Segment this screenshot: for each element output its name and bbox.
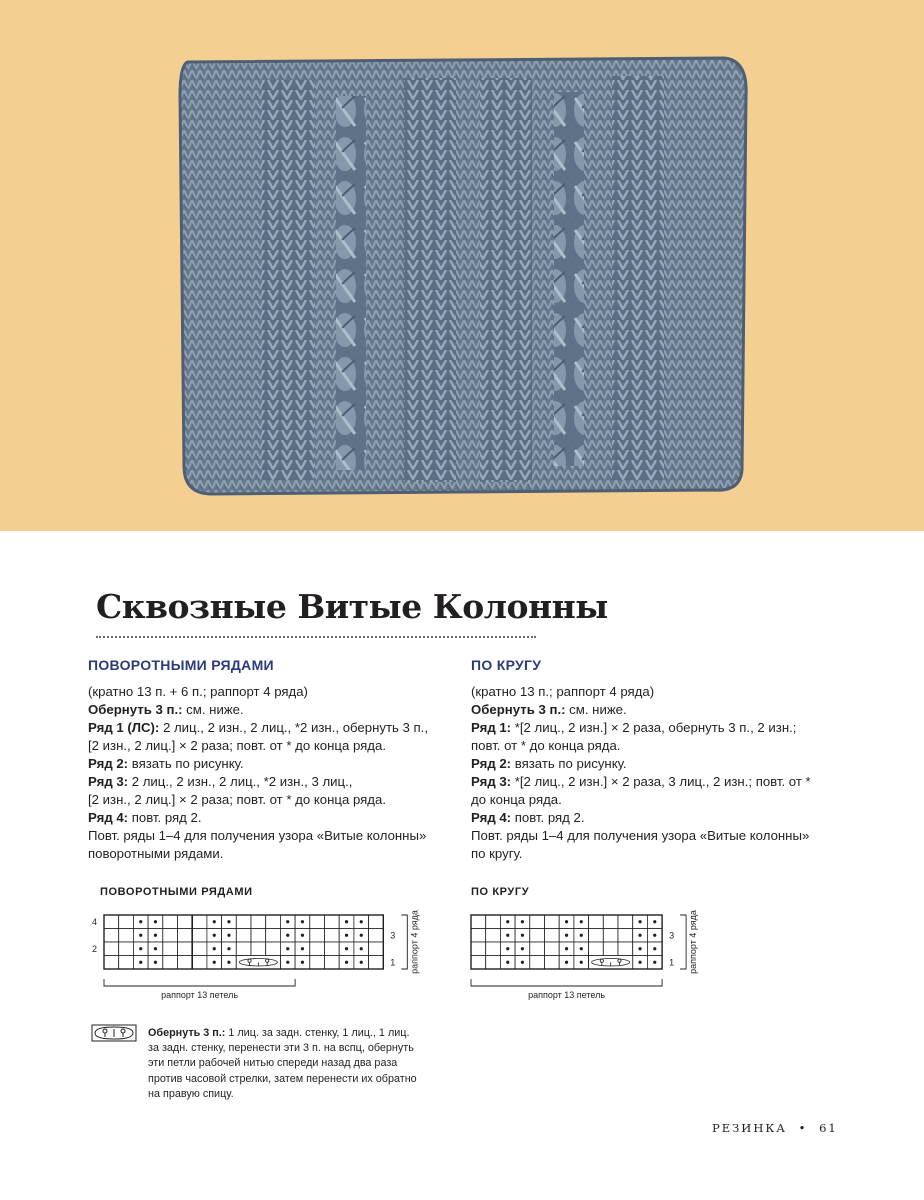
chart-cell: [104, 956, 119, 970]
purl-dot: [653, 934, 656, 937]
purl-dot: [653, 947, 656, 950]
purl-dot: [227, 920, 230, 923]
chart-cell: [325, 942, 340, 956]
chart-cell: [163, 956, 178, 970]
chart-cell: [163, 915, 178, 929]
chart-cell: [178, 942, 193, 956]
row-number-right: 3: [669, 930, 675, 941]
chart-cell: [119, 929, 134, 943]
purl-dot: [213, 920, 216, 923]
chart-cell: [589, 915, 604, 929]
flat-instructions: [88, 656, 448, 863]
chart-cell: [178, 956, 193, 970]
round-line: Обернуть 3 п.: см. ниже.: [471, 702, 627, 717]
chart-cell: [618, 942, 633, 956]
purl-dot: [345, 961, 348, 964]
purl-dot: [506, 920, 509, 923]
chart-cell: [618, 929, 633, 943]
round-line: Ряд 1: *[2 лиц., 2 изн.] × 2 раза, обернуть 3 п., 2 изн.;: [471, 720, 797, 735]
chart-cell: [369, 956, 384, 970]
chart-round: [465, 908, 715, 1008]
chart-cell: [266, 929, 281, 943]
chart-cell: [530, 929, 545, 943]
stitch-repeat-label: раппорт 13 петель: [528, 990, 606, 1000]
chart-cell: [119, 942, 134, 956]
row-number-right: 3: [390, 930, 396, 941]
purl-dot: [154, 961, 157, 964]
chart-cell: [104, 942, 119, 956]
purl-dot: [565, 961, 568, 964]
round-line: Ряд 3: *[2 лиц., 2 изн.] × 2 раза, 3 лиц., 2 изн.; повт. от *: [471, 774, 811, 789]
round-line: Ряд 2: вязать по рисунку.: [471, 756, 627, 771]
purl-dot: [360, 961, 363, 964]
chart-flat: [84, 908, 434, 1008]
purl-dot: [139, 947, 142, 950]
chart-cell: [589, 929, 604, 943]
row-number-left: 4: [92, 916, 98, 927]
purl-dot: [653, 920, 656, 923]
purl-dot: [139, 920, 142, 923]
chart-cell: [266, 942, 281, 956]
purl-dot: [506, 961, 509, 964]
footer-section: РЕЗИНКА: [712, 1121, 787, 1135]
round-instructions: [471, 656, 831, 863]
chart-cell: [310, 942, 325, 956]
purl-dot: [227, 947, 230, 950]
purl-dot: [301, 961, 304, 964]
chart-cell: [486, 915, 501, 929]
round-line: Повт. ряды 1–4 для получения узора «Витые колонны»: [471, 828, 810, 843]
purl-dot: [286, 961, 289, 964]
chart-cell: [603, 929, 618, 943]
chart-cell: [369, 942, 384, 956]
purl-dot: [521, 961, 524, 964]
purl-dot: [154, 934, 157, 937]
chart-cell: [163, 929, 178, 943]
flat-line: Повт. ряды 1–4 для получения узора «Витые колонны»: [88, 828, 427, 843]
chart-cell: [325, 929, 340, 943]
round-line: повт. от * до конца ряда.: [471, 738, 621, 753]
purl-dot: [286, 920, 289, 923]
title-dotted-rule: [96, 636, 536, 638]
round-line: до конца ряда.: [471, 792, 562, 807]
chart-cell: [310, 956, 325, 970]
purl-dot: [521, 920, 524, 923]
purl-dot: [638, 961, 641, 964]
purl-dot: [360, 920, 363, 923]
purl-dot: [506, 947, 509, 950]
flat-heading: ПОВОРОТНЫМИ РЯДАМИ: [88, 657, 274, 673]
chart-cell: [266, 915, 281, 929]
chart-cell: [251, 929, 266, 943]
row-number-left: 2: [92, 943, 98, 954]
chart-cell: [545, 915, 560, 929]
purl-dot: [213, 961, 216, 964]
row-number-right: 1: [669, 957, 675, 968]
page-number: 61: [819, 1121, 838, 1135]
chart-cell: [471, 942, 486, 956]
purl-dot: [301, 920, 304, 923]
chart-cell: [192, 915, 207, 929]
chart-flat-label: ПОВОРОТНЫМИ РЯДАМИ: [100, 886, 253, 898]
chart-round-label: ПО КРУГУ: [471, 886, 530, 898]
chart-cell: [310, 929, 325, 943]
chart-cell: [486, 956, 501, 970]
purl-dot: [286, 947, 289, 950]
purl-dot: [154, 920, 157, 923]
chart-cell: [545, 956, 560, 970]
chart-cell: [603, 942, 618, 956]
row-repeat-label: раппорт 4 ряда: [409, 910, 420, 974]
purl-dot: [301, 934, 304, 937]
purl-dot: [565, 920, 568, 923]
flat-line: поворотными рядами.: [88, 846, 224, 861]
purl-dot: [345, 947, 348, 950]
purl-dot: [139, 961, 142, 964]
purl-dot: [580, 934, 583, 937]
flat-line: [2 изн., 2 лиц.] × 2 раза; повт. от * до конца ряда.: [88, 792, 386, 807]
chart-cell: [325, 956, 340, 970]
row-number-right: 1: [390, 957, 396, 968]
chart-cell: [530, 942, 545, 956]
footer-separator: •: [798, 1121, 808, 1135]
purl-dot: [580, 961, 583, 964]
chart-cell: [530, 915, 545, 929]
chart-cell: [325, 915, 340, 929]
chart-cell: [310, 915, 325, 929]
chart-cell: [369, 915, 384, 929]
chart-cell: [369, 929, 384, 943]
purl-dot: [638, 920, 641, 923]
page-footer: [712, 1121, 838, 1135]
purl-dot: [213, 947, 216, 950]
purl-dot: [506, 934, 509, 937]
purl-dot: [345, 934, 348, 937]
chart-cell: [251, 942, 266, 956]
purl-dot: [638, 947, 641, 950]
chart-cell: [163, 942, 178, 956]
chart-cell: [486, 929, 501, 943]
purl-dot: [286, 934, 289, 937]
chart-cell: [119, 915, 134, 929]
flat-line: Ряд 4: повт. ряд 2.: [88, 810, 202, 825]
purl-dot: [565, 934, 568, 937]
purl-dot: [154, 947, 157, 950]
wrap-stitch-symbol-icon: [91, 1024, 137, 1042]
chart-cell: [178, 929, 193, 943]
round-line: по кругу.: [471, 846, 523, 861]
purl-dot: [653, 961, 656, 964]
purl-dot: [565, 947, 568, 950]
chart-cell: [251, 915, 266, 929]
chart-cell: [119, 956, 134, 970]
chart-cell: [486, 942, 501, 956]
round-heading: ПО КРУГУ: [471, 657, 542, 673]
stitch-repeat-bracket: [471, 979, 662, 986]
flat-line: Обернуть 3 п.: см. ниже.: [88, 702, 244, 717]
row-repeat-label: раппорт 4 ряда: [688, 910, 699, 974]
chart-cell: [471, 929, 486, 943]
chart-cell: [471, 915, 486, 929]
purl-dot: [301, 947, 304, 950]
flat-line: (кратно 13 п. + 6 п.; раппорт 4 ряда): [88, 684, 308, 699]
chart-cell: [104, 929, 119, 943]
stitch-repeat-label: раппорт 13 петель: [161, 990, 239, 1000]
purl-dot: [360, 947, 363, 950]
swatch-photo: [0, 0, 924, 531]
row-repeat-bracket: [680, 915, 686, 969]
chart-cell: [545, 929, 560, 943]
chart-cell: [589, 942, 604, 956]
legend-text: Обернуть 3 п.: 1 лиц. за задн. стенку, 1 лиц., 1 лиц. за задн. стенку, перенести эти 3 п. на вспц, обернуть эти петли рабочей нитью спереди назад два раза против часовой стрелки, затем перенести их обратно на правую спицу.: [148, 1027, 417, 1100]
row-repeat-bracket: [401, 915, 407, 969]
flat-line: Ряд 3: 2 лиц., 2 изн., 2 лиц., *2 изн., 3 лиц.,: [88, 774, 353, 789]
purl-dot: [580, 920, 583, 923]
purl-dot: [521, 934, 524, 937]
chart-cell: [603, 915, 618, 929]
purl-dot: [580, 947, 583, 950]
chart-cell: [236, 915, 251, 929]
round-line: Ряд 4: повт. ряд 2.: [471, 810, 585, 825]
flat-line: Ряд 2: вязать по рисунку.: [88, 756, 244, 771]
chart-cell: [545, 942, 560, 956]
chart-cell: [471, 956, 486, 970]
chart-cell: [192, 942, 207, 956]
chart-cell: [530, 956, 545, 970]
purl-dot: [345, 920, 348, 923]
chart-cell: [236, 929, 251, 943]
chart-cell: [192, 929, 207, 943]
purl-dot: [360, 934, 363, 937]
chart-cell: [192, 956, 207, 970]
purl-dot: [638, 934, 641, 937]
purl-dot: [139, 934, 142, 937]
knitted-swatch-image: [0, 0, 924, 531]
purl-dot: [227, 934, 230, 937]
purl-dot: [227, 961, 230, 964]
chart-cell: [104, 915, 119, 929]
purl-dot: [213, 934, 216, 937]
purl-dot: [521, 947, 524, 950]
chart-cell: [178, 915, 193, 929]
stitch-repeat-bracket: [104, 979, 295, 986]
flat-line: Ряд 1 (ЛС): 2 лиц., 2 изн., 2 лиц., *2 изн., обернуть 3 п.,: [88, 720, 429, 735]
page-title: Сквозные Витые Колонны: [96, 587, 608, 626]
chart-cell: [236, 942, 251, 956]
flat-line: [2 изн., 2 лиц.] × 2 раза; повт. от * до конца ряда.: [88, 738, 386, 753]
round-line: (кратно 13 п.; раппорт 4 ряда): [471, 684, 655, 699]
chart-cell: [618, 915, 633, 929]
